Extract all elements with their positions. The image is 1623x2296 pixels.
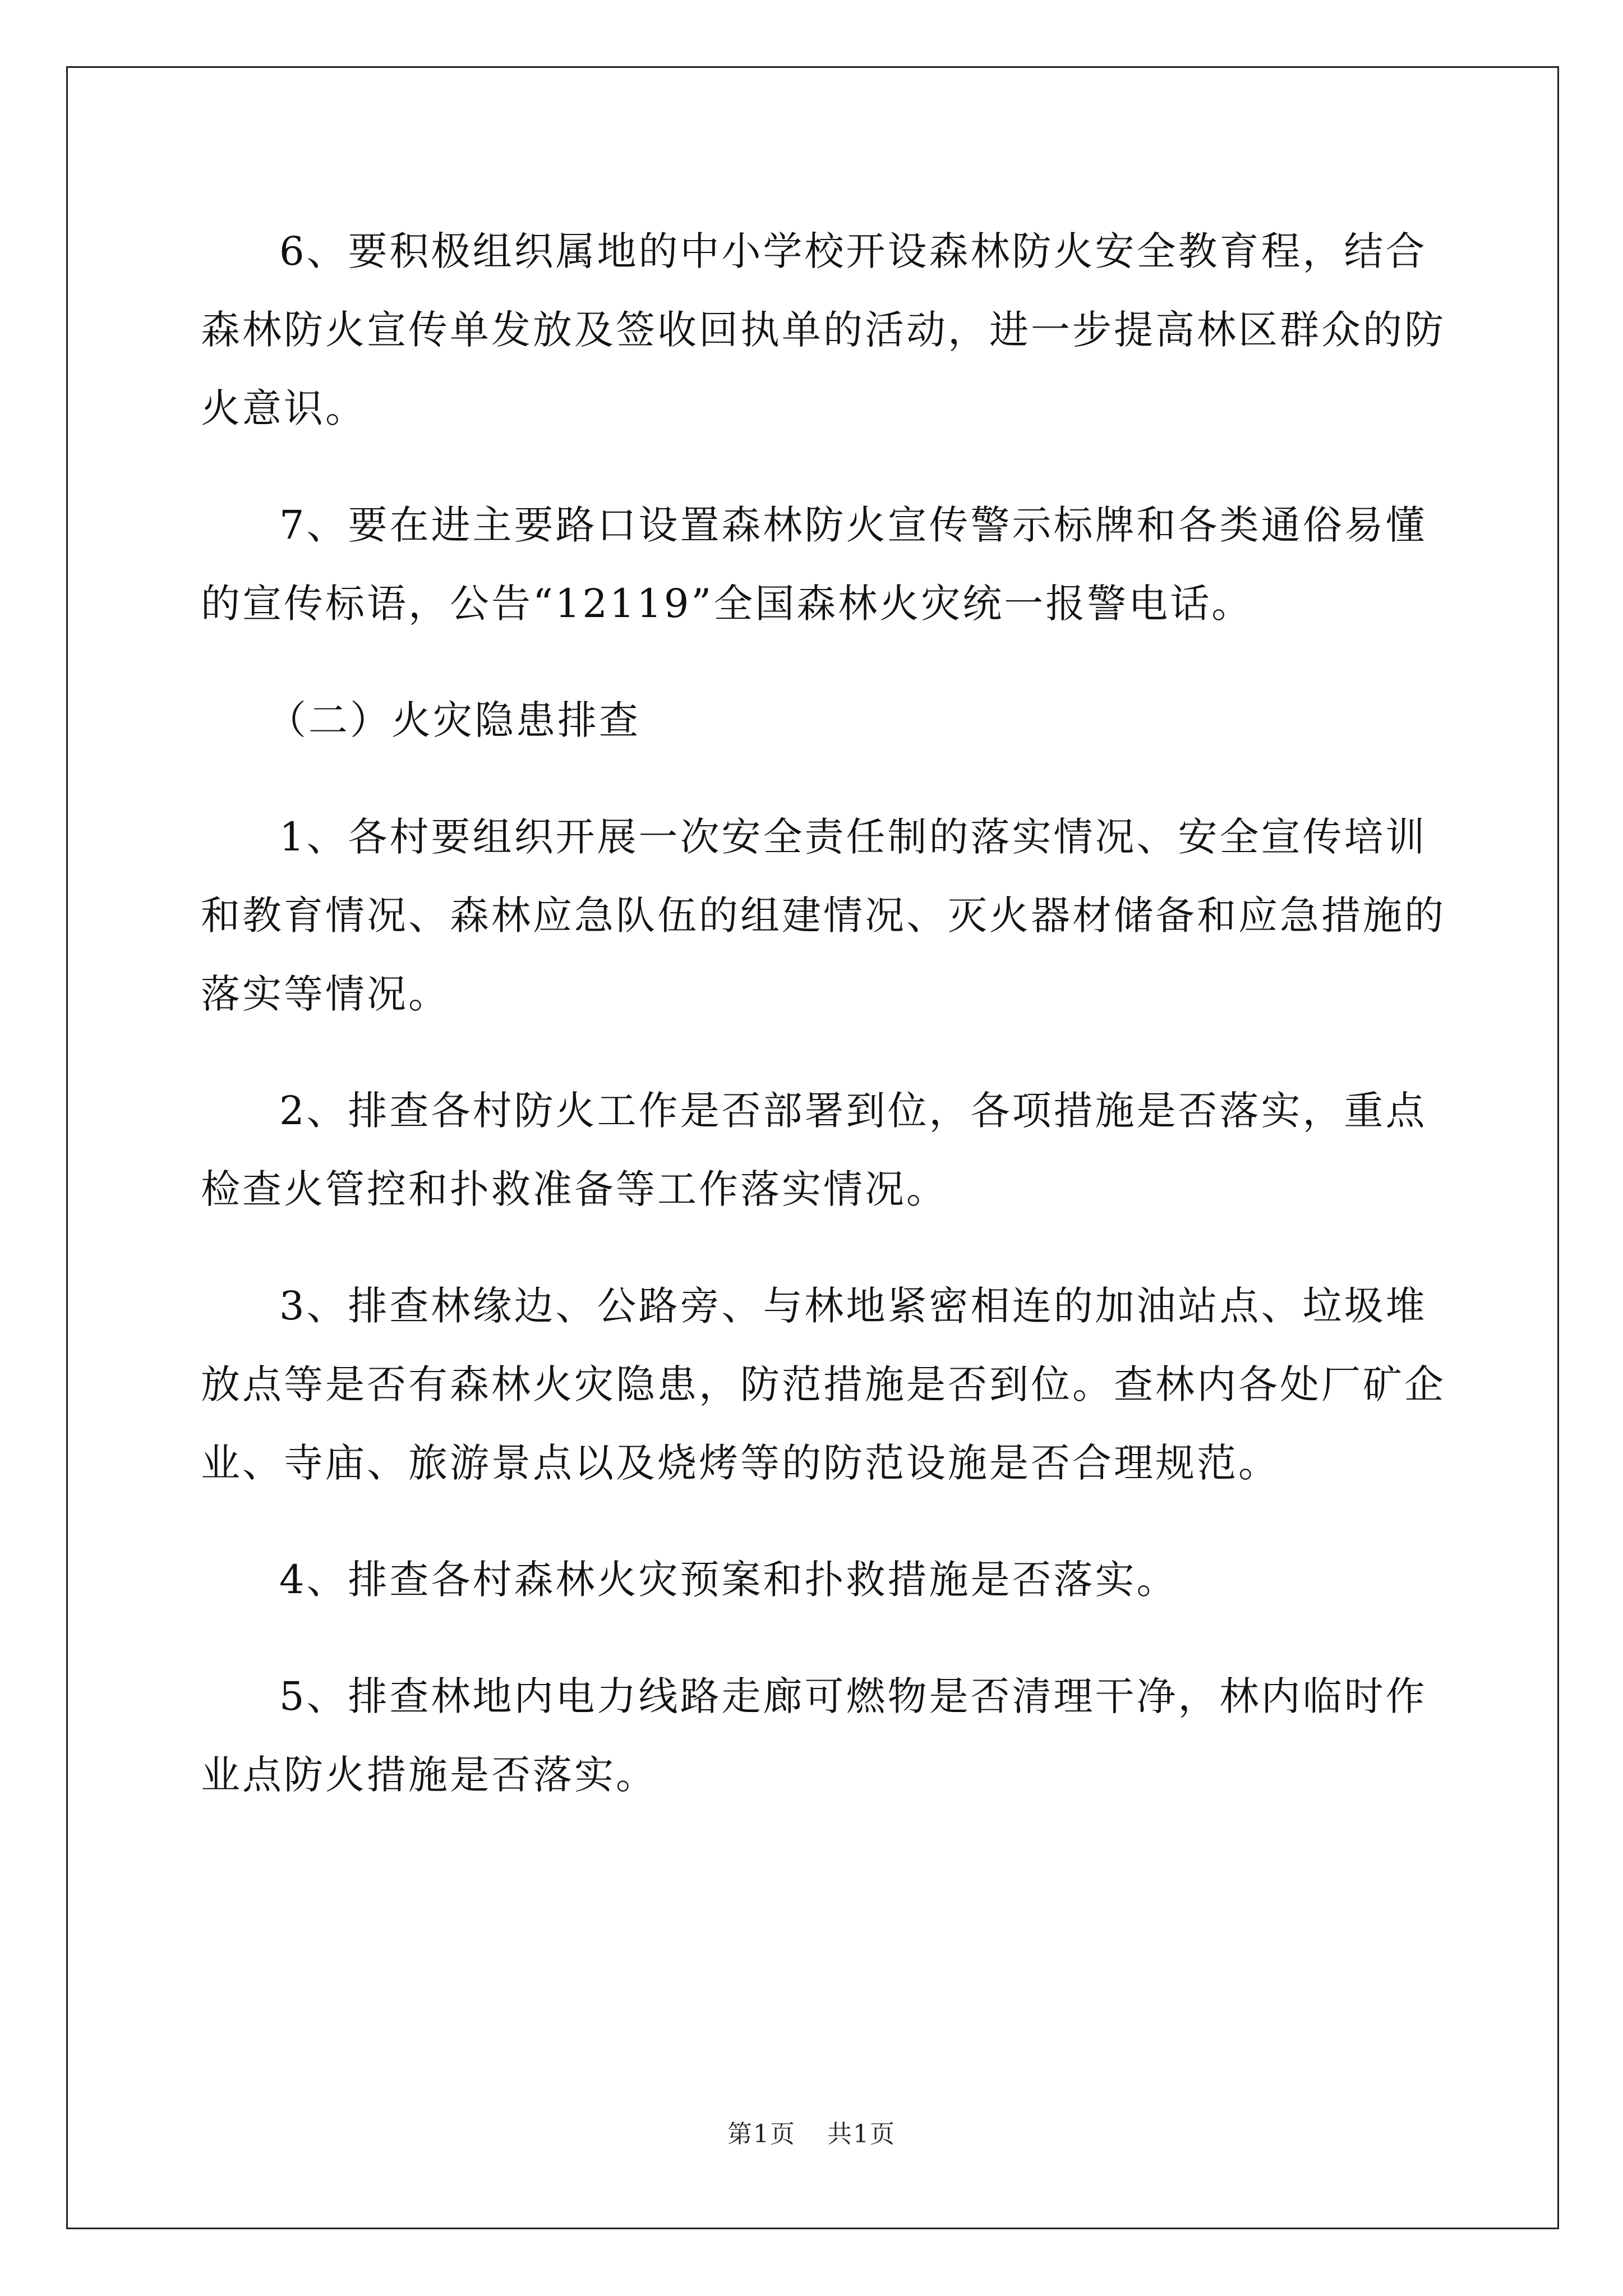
paragraph-item-2: 2、排查各村防火工作是否部署到位，各项措施是否落实，重点检查火管控和扑救准备等工作落实情况。	[201, 1088, 1427, 1212]
paragraph-item-7: 7、要在进主要路口设置森林防火宣传警示标牌和各类通俗易懂的宣传标语，公告“12119”全国森林火灾统一报警电话。	[201, 502, 1427, 627]
paragraph-item-1: 1、各村要组织开展一次安全责任制的落实情况、安全宣传培训和教育情况、森林应急队伍的组建情况、灭火器材储备和应急措施的落实等情况。	[201, 814, 1446, 1017]
paragraph-item-6: 6、要积极组织属地的中小学校开设森林防火安全教育程，结合森林防火宣传单发放及签收回执单的活动，进一步提高林区群众的防火意识。	[201, 228, 1446, 431]
section-heading: （二）火灾隐患排查	[267, 697, 640, 743]
paragraph-item-4: 4、排查各村森林火灾预案和扑救措施是否落实。	[279, 1557, 1178, 1603]
page-footer	[0, 2114, 1623, 2150]
document-body	[201, 212, 1457, 1852]
paragraph-item-3: 3、排查林缘边、公路旁、与林地紧密相连的加油站点、垃圾堆放点等是否有森林火灾隐患，防范措施是否到位。查林内各处厂矿企业、寺庙、旅游景点以及烧烤等的防范设施是否合理规范。	[201, 1283, 1446, 1486]
page-number: 第1页	[727, 2120, 796, 2148]
page-count: 共1页	[827, 2120, 896, 2148]
paragraph-item-5: 5、排查林地内电力线路走廊可燃物是否清理干净，林内临时作业点防火措施是否落实。	[201, 1673, 1427, 1798]
